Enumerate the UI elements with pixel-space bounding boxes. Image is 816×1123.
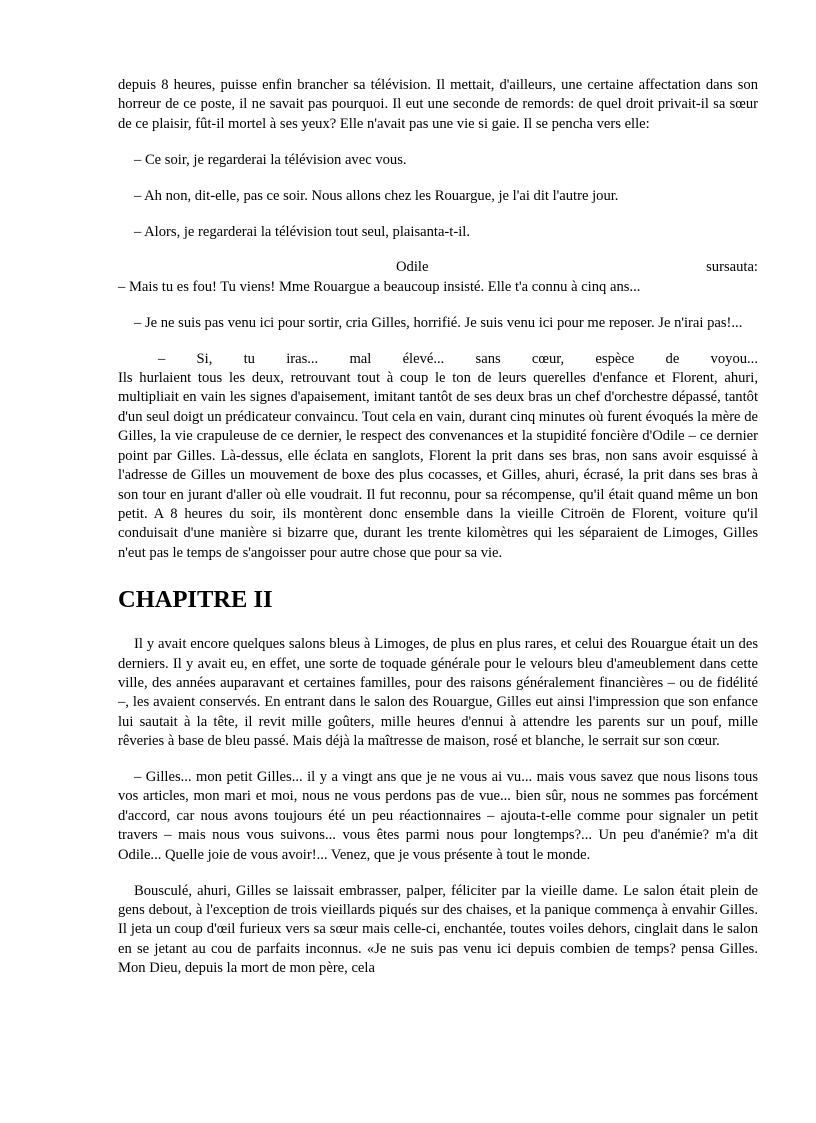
document-page [118, 76, 758, 995]
word: cœur, [531, 350, 565, 367]
word: iras... [286, 350, 319, 367]
paragraph-opening: depuis 8 heures, puisse enfin brancher sa télévision. Il mettait, d'ailleurs, une certaine affectation dans son horreur de ce poste, il ne savait pas pourquoi. Il eut une seconde de remords: de quel droit privait-il sa sœur de ce plaisir, fût-il mortel à ses yeux? Elle n'avait pas une vie si gaie. Il se pencha vers elle: [118, 77, 758, 132]
word: voyou... [710, 350, 758, 367]
odile-word: Odile [396, 259, 429, 276]
dialogue-line-3: – Alors, je regarderai la télévision tout seul, plaisanta-t-il. [134, 223, 470, 240]
dialogue-line-2: – Ah non, dit-elle, pas ce soir. Nous allons chez les Rouargue, je l'ai dit l'autre jour. [134, 187, 619, 204]
chapter-paragraph-3: Bousculé, ahuri, Gilles se laissait embrasser, palper, féliciter par la vieille dame. Le salon était plein de gens debout, à l'exception de trois vieillards piqués sur des chaises, et la panique commença à envahir Gilles. Il jeta un coup d'œil furieux vers sa sœur mais celle-ci, enchantée, toutes voiles dehors, cinglait dans le salon en se jetant au cou de parfaits inconnus. «Je ne suis pas venu ici depuis combien de temps? pensa Gilles. Mon Dieu, depuis la mort de mon père, cela [118, 882, 758, 977]
word: – [158, 350, 166, 367]
word: de [665, 350, 680, 367]
dialogue-line-1: – Ce soir, je regarderai la télévision avec vous. [134, 151, 407, 168]
paragraph-narrative: Ils hurlaient tous les deux, retrouvant tout à coup le ton de leurs querelles d'enfance et Florent, ahuri, multipliait en vain les signes d'apaisement, imitant tantôt de ses deux bras un chef d'orchestre dépassé, tantôt d'un seul doigt un prédicateur convaincu. Tout cela en vain, durant cinq minutes où furent évoqués la mère de Gilles, la vie crapuleuse de ce dernier, le respect des convenances et la stupidité foncière d'Odile – ce dernier point par Gilles. Là-dessus, elle éclata en sanglots, Florent la prit dans ses bras, non sans avoir esquissé à l'adresse de Gilles un mouvement de boxe des plus cocasses, et Gilles, ahuri, écrasé, la prit dans ses bras à son tour en jurant d'aller où elle voudrait. Il fut reconnu, pour sa récompense, qu'il était quand même un bon petit. A 8 heures du soir, ils montèrent donc ensemble dans la vieille Citroën de Florent, voiture qu'il conduisait d'une manière si bizarre que, durant les trente kilomètres qui les séparaient de Limoges, Gilles n'eut pas le temps de s'angoisser pour autre chose que pour sa vie. [118, 370, 758, 561]
chapter-title: CHAPITRE II [118, 586, 273, 614]
chapter-paragraph-1: Il y avait encore quelques salons bleus à Limoges, de plus en plus rares, et celui des Rouargue était un des derniers. Il y avait eu, en effet, une sorte de toquade générale pour le velours bleu d'ameublement dans cette ville, des années auparavant et certaines familles, pour des raisons généralement financières – ou de fidélité –, les avaient conservés. En entrant dans le salon des Rouargue, Gilles eut ainsi l'impression que son enfance lui sautait à la tête, il revit mille goûters, mille heures d'ennui à attendre les parents sur un pouf, mille rêveries à base de bleu passé. Mais déjà la maîtresse de maison, rosé et blanche, le serrait sur son cœur. [118, 636, 758, 750]
dialogue-line-6 [118, 350, 758, 369]
dialogue-line-4: – Mais tu es fou! Tu viens! Mme Rouargue a beaucoup insisté. Elle t'a connu à cinq ans... [118, 278, 641, 295]
dialogue-line-4-attribution [118, 258, 758, 277]
word: espèce [595, 350, 635, 367]
dialogue-line-5: – Je ne suis pas venu ici pour sortir, cria Gilles, horrifié. Je suis venu ici pour me reposer. Je n'irai pas!... [134, 314, 743, 331]
sursauta-word: sursauta: [706, 259, 758, 276]
word: élevé... [402, 350, 445, 367]
word: sans [475, 350, 501, 367]
chapter-paragraph-2: – Gilles... mon petit Gilles... il y a vingt ans que je ne vous ai vu... mais vous savez que nous lisons tous vos articles, mon mari et moi, nous ne vous perdons pas de vue... bien sûr, nous ne sommes pas forcément d'accord, car nous avons toujours été un peu réactionnaires – ajouta-t-elle comme pour signaler un petit travers – mais nous vous suivons... vous êtes parmi nous pour longtemps?... Un peu d'anémie? m'a dit Odile... Quelle joie de vous avoir!... Venez, que je vous présente à tout le monde. [118, 769, 758, 863]
word: Si, [196, 350, 213, 367]
word: tu [243, 350, 255, 367]
word: mal [349, 350, 372, 367]
